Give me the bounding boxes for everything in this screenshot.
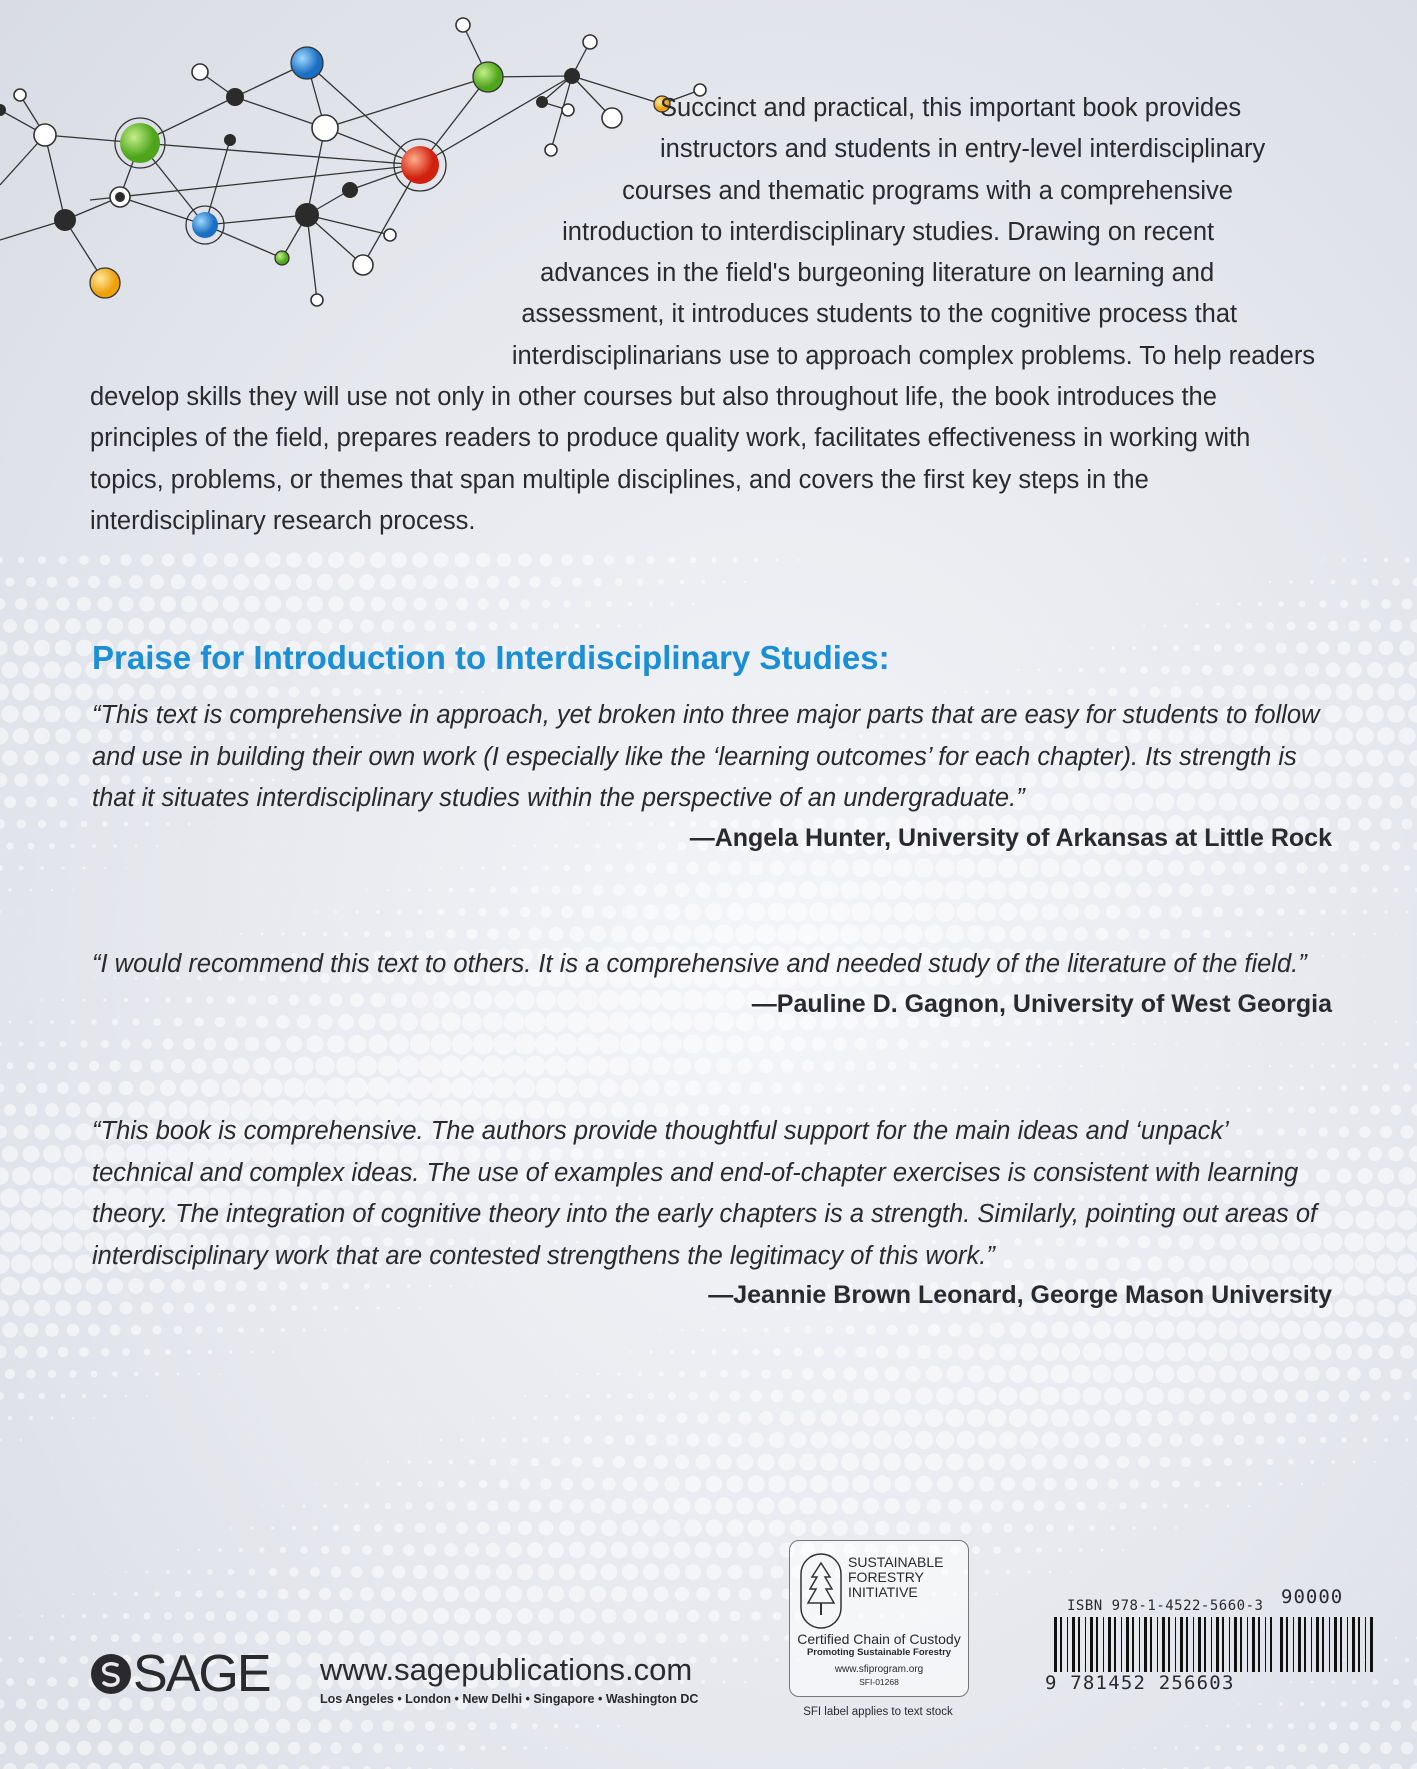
isbn-text: ISBN 978-1-4522-5660-3 [1067, 1598, 1264, 1614]
testimonial-attribution: —Jeannie Brown Leonard, George Mason University [708, 1281, 1332, 1309]
sfi-code: SFI-01268 [859, 1677, 899, 1687]
testimonial-text: “This book is comprehensive. The authors provide thoughtful support for the main ideas and ‘unpack’ technical and complex ideas. The use of examples and end-of-chapter exercises is consistent with learning theory. The integration of cognitive theory into the early chapters is a strength. Similarly, pointing out areas of interdisciplinary work that are contested strengthens the legitimacy of this work.” [92, 1117, 1318, 1270]
testimonial-text: “I would recommend this text to others. It is a comprehensive and needed study of the literature of the field.” [92, 950, 1307, 978]
testimonial [92, 1111, 1332, 1310]
sfi-promoting: Promoting Sustainable Forestry [806, 1647, 952, 1658]
testimonial-text: “This text is comprehensive in approach, yet broken into three major parts that are easy for students to follow and use in building their own work (I especially like the ‘learning outcomes’ for each chapter). Its strength is that it situates interdisciplinary studies within the perspective of an undergraduate.” [92, 701, 1320, 812]
sfi-label [789, 1540, 969, 1697]
sfi-title-line1: SUSTAINABLE [848, 1554, 944, 1570]
sfi-title-line2: FORESTRY [848, 1569, 924, 1585]
testimonial [92, 695, 1332, 853]
testimonial-attribution: —Angela Hunter, University of Arkansas at Little Rock [689, 823, 1332, 852]
isbn-barcode [1054, 1617, 1272, 1672]
praise-heading: Praise for Introduction to Interdisciplinary Studies: [92, 639, 890, 676]
publisher-url[interactable]: www.sagepublications.com [320, 1652, 693, 1687]
illustration-spacer [90, 88, 660, 336]
price-barcode [1280, 1617, 1376, 1672]
book-description [90, 88, 1330, 542]
sage-wordmark: SAGE [133, 1645, 270, 1703]
book-description-text: Succinct and practical, this important book provides instructors and students in entry-level interdisciplinary courses and thematic programs with a comprehensive introduction to interdisciplinary studies. Drawing on recent advances in the field's burgeoning literature on learning and assessment, it introduces students to the cognitive process that interdisciplinarians use to approach complex problems. To help readers develop skills they will use not only in other courses but also throughout life, the book introduces the principles of the field, prepares readers to produce quality work, facilitates effectiveness in working with topics, problems, or themes that span multiple disciplines, and covers the first key steps in the interdisciplinary research process. [90, 94, 1316, 535]
sfi-certified: Certified Chain of Custody [797, 1631, 961, 1647]
tree-icon [800, 1553, 842, 1629]
sfi-website: www.sfiprogram.org [834, 1664, 924, 1675]
sfi-note: SFI label applies to text stock [803, 1706, 953, 1718]
testimonial-attribution: —Pauline D. Gagnon, University of West Georgia [751, 989, 1332, 1018]
price-code: 90000 [1281, 1586, 1344, 1608]
sfi-title-line3: INITIATIVE [848, 1584, 918, 1600]
testimonial [92, 944, 1332, 1019]
sage-emblem-icon [90, 1653, 132, 1695]
sage-logo [90, 1645, 270, 1703]
barcode-digits: 9 781452 256603 [1045, 1672, 1235, 1694]
publisher-cities: Los Angeles • London • New Delhi • Singapore • Washington DC [320, 1692, 699, 1706]
